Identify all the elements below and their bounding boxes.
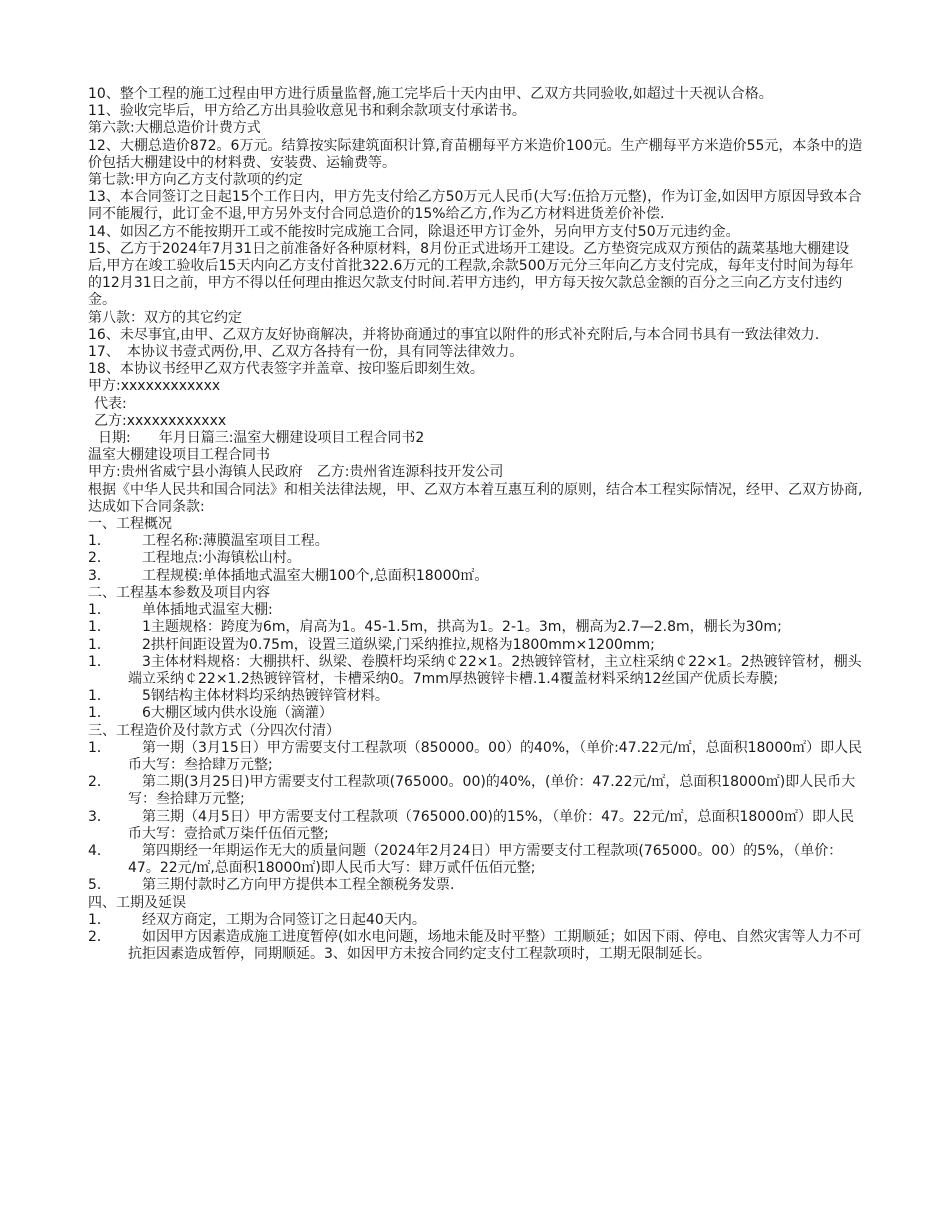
section-heading-8: 第八款：双方的其它约定: [88, 309, 242, 326]
section-heading-overview: 一、工程概况: [88, 516, 172, 533]
list-item: 2． 如因甲方因素造成施工进度暂停(如水电问题，场地未能及时平整）工期顺延；如因下雨、停电、自然灾害等人力不可抗拒因素造成暂停，同期顺延。3、如因甲方未按合同约定支付工程款项时，工期无限制延长。: [88, 928, 862, 963]
section-heading-6: 第六款:大棚总造价计费方式: [88, 120, 261, 137]
list-item: 1． 工程名称:薄膜温室项目工程。: [88, 533, 329, 550]
clause-11: 11、验收完毕后，甲方给乙方出具验收意见书和剩余款项支付承诺书。: [88, 103, 526, 120]
party-a-signature-line: 甲方:xxxxxxxxxxxx: [88, 378, 221, 395]
clause-12: 12、大棚总造价872。6万元。结算按实际建筑面积计算,育苗棚每平方米造价100元。生产棚每平方米造价55元，本条中的造价包括大棚建设中的材料费、安装费、运输费等。: [88, 137, 863, 171]
clause-14: 14、如因乙方不能按期开工或不能按时完成施工合同，除退还甲方订金外，另向甲方支付50万元违约金。: [88, 223, 740, 240]
representative-line: 代表:: [94, 395, 127, 412]
preamble: 根据《中华人民共和国合同法》和相关法律法规，甲、乙双方本着互惠互利的原则，结合本工程实际情况，经甲、乙双方协商,达成如下合同条款:: [88, 481, 863, 515]
list-item: 1． 第一期（3月15日）甲方需要支付工程款项（850000。00）的40%，（单价:47.22元/㎡，总面积18000㎡）即人民币大写：叁拾肆万元整;: [88, 739, 863, 773]
section-heading-parameters: 二、工程基本参数及项目内容: [88, 584, 270, 601]
section-heading-schedule: 四、工期及延误: [88, 894, 186, 911]
date-line: 日期: 年月日篇三:温室大棚建设项目工程合同书2: [98, 430, 425, 447]
list-item: 5． 第三期付款时乙方向甲方提供本工程全额税务发票.: [88, 877, 455, 894]
party-b-signature-line: 乙方:xxxxxxxxxxxx: [94, 412, 227, 429]
list-item: 3． 第三期（4月5日）甲方需要支付工程款项（765000.00)的15%，（单价：47。22元/㎡，总面积18000㎡）即人民币大写：壹拾贰万柒仟伍佰元整;: [88, 808, 854, 842]
list-item: 1． 2拱杆间距设置为0.75m，设置三道纵梁,门采纳推拉,规格为1800mm×1200mm;: [88, 636, 655, 653]
clause-10: 10、整个工程的施工过程由甲方进行质量监督,施工完毕后十天内由甲、乙双方共同验收,如超过十天视认合格。: [88, 86, 773, 102]
list-item: 2． 第二期(3月25日)甲方需要支付工程款项(765000。00)的40%，(单价：47.22元/㎡，总面积18000㎡)即人民币大写：叁拾肆万元整;: [88, 774, 856, 808]
list-item: 4． 第四期经一年期运作无大的质量问题（2024年2月24日）甲方需要支付工程款项(765000。00）的5%，（单价：47。22元/㎡,总面积18000㎡)即人民币大写：肆万贰仟伍佰元整;: [88, 842, 843, 877]
list-item: 2． 工程地点:小海镇松山村。: [88, 550, 301, 567]
clause-15: 15、乙方于2024年7月31日之前准备好各种原材料，8月份正式进场开工建设。乙方垫资完成双方预估的蔬菜基地大棚建设后,甲方在竣工验收后15天内向乙方支付首批322.6万元的工程款,余款500万元分三年向乙方支付完成，每年支付时间为每年的12月31日之前，甲方不得以任何理由推迟欠款支付时间.若甲方违约，甲方每天按欠款总金额的百分之三向乙方支付违约金。: [88, 240, 854, 309]
list-item: 1． 1主题规格：跨度为6m，肩高为1。45-1.5m，拱高为1。2-1。3m，棚高为2.7—2.8m，棚长为30m;: [88, 619, 782, 636]
section-heading-payment: 三、工程造价及付款方式（分四次付清）: [88, 722, 340, 739]
list-item: 1． 经双方商定，工期为合同签订之日起40天内。: [88, 911, 426, 928]
contract-title: 温室大棚建设项目工程合同书: [88, 447, 270, 464]
contract-document: [88, 86, 866, 963]
list-item: 3． 工程规模:单体插地式温室大棚100个,总面积18000㎡。: [88, 567, 489, 584]
clause-16: 16、未尽事宜,由甲、乙双方友好协商解决，并将协商通过的事宜以附件的形式补充附后,与本合同书具有一致法律效力.: [88, 326, 820, 343]
list-item: 1． 5钢结构主体材料均采纳热镀锌管材料。: [88, 688, 389, 705]
parties-line: 甲方:贵州省威宁县小海镇人民政府 乙方:贵州省连源科技开发公司: [88, 464, 504, 481]
list-item: 1． 6大棚区域内供水设施（滴灌）: [88, 705, 333, 722]
clause-18: 18、本协议书经甲乙双方代表签字并盖章、按印鉴后即刻生效。: [88, 361, 484, 378]
clause-17: 17、 本协议书壹式两份,甲、乙双方各持有一份，具有同等法律效力。: [88, 344, 524, 361]
clause-13: 13、本合同签订之日起15个工作日内，甲方先支付给乙方50万元人民币(大写:伍拾万元整)，作为订金,如因甲方原因导致本合同不能履行，此订金不退,甲方另外支付合同总造价的15%给乙方,作为乙方材料进货差价补偿.: [88, 189, 862, 223]
list-item: 1． 单体插地式温室大棚:: [88, 602, 273, 619]
section-heading-7: 第七款:甲方向乙方支付款项的约定: [88, 172, 303, 189]
list-item: 1． 3主体材料规格：大棚拱杆、纵梁、卷膜杆均采纳￠22×1。2热镀锌管材，主立柱采纳￠22×1。2热镀锌管材，棚头端立采纳￠22×1.2热镀锌管材，卡槽采纳0。7mm厚热镀锌卡槽.1.4覆盖材料采纳12丝国产优质长寿膜;: [88, 653, 862, 687]
